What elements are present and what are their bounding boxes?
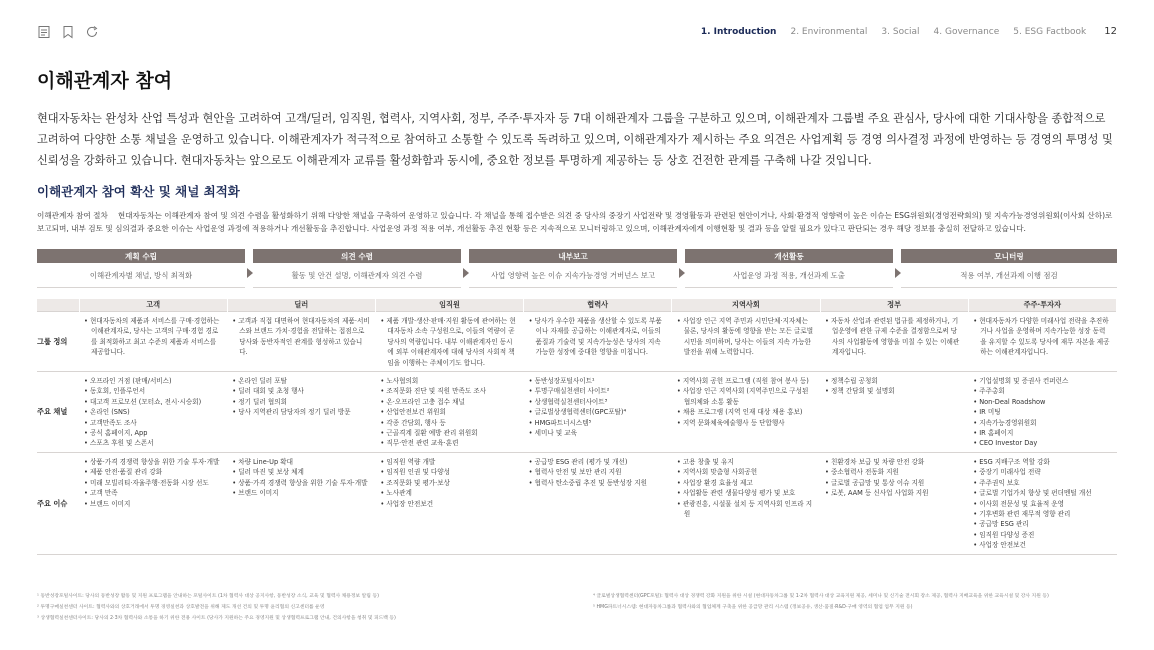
table-cell: [375, 372, 523, 453]
list-item: • 중장기 미래사업 전략: [973, 467, 1111, 477]
list-item: • 정기 딜러 협의회: [232, 397, 370, 407]
table-cell: [524, 312, 672, 372]
list-item: • 직무·안전 관련 교육·훈련: [380, 438, 518, 448]
list-item: • 스포츠 후원 및 스폰서: [84, 438, 222, 448]
cell-list: [529, 316, 667, 358]
list-item: • 공급망 ESG 관리 (평가 및 개선): [529, 457, 667, 467]
nav-introduction[interactable]: 1. Introduction: [700, 26, 777, 37]
list-item: • 임직원 역량 개발: [380, 457, 518, 467]
list-item: • IR 홈페이지: [973, 428, 1111, 438]
footnotes-right: [593, 591, 1117, 613]
row-label: 주요 이슈: [37, 452, 79, 554]
table-cell: [79, 312, 227, 372]
table-header-row: [37, 299, 1117, 312]
top-bar: [37, 22, 1117, 46]
step-title: 계획 수립: [37, 249, 245, 263]
list-item: • 지역사회 맞춤형 사회공헌: [677, 467, 815, 477]
cell-list: [825, 457, 963, 499]
cell-list: [677, 457, 815, 519]
list-item: • 딜러 대회 및 초청 행사: [232, 386, 370, 396]
table-header-cell: 딜러: [227, 299, 375, 312]
step-title: 의견 수렴: [253, 249, 461, 263]
list-item: • 당사 지역관리 담당자의 정기 딜러 방문: [232, 407, 370, 417]
table-cell: [672, 452, 820, 554]
list-item: • 임직원 다양성 증진: [973, 530, 1111, 540]
cell-list: [825, 376, 963, 397]
footnote: ⁵ HMG파트너시스템: 현대자동차그룹과 협력사와의 협업체계 구축을 위한 공급망 관리 시스템 (정보공유, 생산·품질·R&D·구매 영역의 협업 업무 지원 등): [593, 605, 913, 610]
list-item: • 차량 Line-Up 확대: [232, 457, 370, 467]
list-item: • 고객 만족: [84, 488, 222, 498]
cell-list: [677, 376, 815, 428]
bookmark-icon[interactable]: [61, 25, 75, 39]
list-item: • 사업장 안전보건: [973, 540, 1111, 550]
table-cell: [227, 452, 375, 554]
list-item: • 공급망 ESG 관리: [973, 519, 1111, 529]
table-row: [37, 452, 1117, 554]
list-item: • 기후변화 관련 재무적 영향 관리: [973, 509, 1111, 519]
list-item: • 노사협의회: [380, 376, 518, 386]
list-item: • 오프라인 거점 (판매/서비스): [84, 376, 222, 386]
list-item: • 온·오프라인 고충 접수 채널: [380, 397, 518, 407]
cell-list: [232, 316, 370, 358]
list-item: • 상품·가격 경쟁력 향상을 위한 기술 투자·개발: [232, 478, 370, 488]
process-step: [901, 249, 1117, 289]
page-title: 이해관계자 참여: [37, 70, 173, 92]
list-item: • 정책 간담회 및 설명회: [825, 386, 963, 396]
table-cell: [375, 452, 523, 554]
cell-list: [529, 376, 667, 438]
footnotes-left: [37, 591, 577, 624]
nav-environmental[interactable]: 2. Environmental: [790, 26, 868, 37]
list-item: • 동호회, 인플루언서: [84, 386, 222, 396]
list-item: • 글로벌 공급망 및 통상 이슈 지원: [825, 478, 963, 488]
process-step: [469, 249, 685, 289]
cell-list: [825, 316, 963, 358]
cell-list: [677, 316, 815, 358]
process-label: 이해관계자 참여 절차: [37, 211, 108, 220]
list-item: • 중소협력사 전동화 지원: [825, 467, 963, 477]
list-item: • Non-Deal Roadshow: [973, 397, 1111, 407]
table-cell: [968, 312, 1116, 372]
list-item: • 미래 모빌리티·자율주행·전동화 시장 선도: [84, 478, 222, 488]
list-item: • 친환경차 보급 및 차량 안전 강화: [825, 457, 963, 467]
list-item: • HMG파트너시스템⁵: [529, 418, 667, 428]
list-item: • 관광진흥, 시설물 설치 등 지역사회 인프라 지원: [677, 499, 815, 520]
list-item: • 각종 간담회, 행사 등: [380, 418, 518, 428]
list-item: • 협력사 안전 및 보안 관리 지원: [529, 467, 667, 477]
table-row: [37, 312, 1117, 372]
cell-list: [380, 316, 518, 368]
list-item: • 제품 안전·품질 관리 강화: [84, 467, 222, 477]
list-item: • 임직원 인권 및 다양성: [380, 467, 518, 477]
step-desc: 적용 여부, 개선과제 이행 점검: [901, 263, 1117, 288]
list-item: • 온라인 (SNS): [84, 407, 222, 417]
cell-list: [84, 316, 222, 358]
list-item: • 산업안전보건 위원회: [380, 407, 518, 417]
list-item: • 채용 프로그램 (지역 인재 대상 채용 홍보): [677, 407, 815, 417]
footnote: ² 투명구매실천센터 사이트: 협력사와의 상호거래에서 투명 경영실천과 상호발전을 위해 제도 개선 건의 및 투명 윤리협의 신고센터를 운영: [37, 605, 325, 610]
list-item: • 근골격계 질환 예방 관리 위원회: [380, 428, 518, 438]
list-item: • CEO Investor Day: [973, 438, 1111, 448]
list-item: • 투명구매실천센터 사이트²: [529, 386, 667, 396]
list-item: • 사업장 인근 지역사회 (지역주민으로 구성된 협의체와 소통 활동: [677, 386, 815, 407]
list-item: • 대고객 프로모션 (모터쇼, 전시·시승회): [84, 397, 222, 407]
list-item: • 노사관계: [380, 488, 518, 498]
list-item: • 상생협력실천센터사이트³: [529, 397, 667, 407]
list-item: • 동반성장포털사이트¹: [529, 376, 667, 386]
row-label: 주요 채널: [37, 372, 79, 453]
cell-list: [84, 457, 222, 509]
step-desc: 이해관계자별 채널, 방식 최적화: [37, 263, 245, 288]
list-item: • 상품·가격 경쟁력 향상을 위한 기술 투자·개발: [84, 457, 222, 467]
step-title: 모니터링: [901, 249, 1117, 263]
list-item: • 제품 개발·생산·판매·지원 활동에 관여하는 현대자동차 소속 구성원으로, 이들의 역량이 곧 당사의 역량입니다. 내부 이해관계자인 동시에 외부 이해관계자에 대해 당사의 사회적 책임을 이행하는 주체이기도 합니다.: [380, 316, 518, 368]
table-header-cell: 협력사: [524, 299, 672, 312]
step-title: 내부보고: [469, 249, 677, 263]
cell-list: [232, 457, 370, 499]
table-cell: [968, 372, 1116, 453]
cell-list: [973, 316, 1111, 358]
cell-list: [380, 457, 518, 509]
table-header-cell: 주주·투자자: [968, 299, 1116, 312]
table-header-cell: 지역사회: [672, 299, 820, 312]
list-item: • 로봇, AAM 등 신사업 사업화 지원: [825, 488, 963, 498]
list-item: • 지속가능경영위원회: [973, 418, 1111, 428]
list-item: • 기업설명회 및 증권사 컨퍼런스: [973, 376, 1111, 386]
list-item: • 조직문화 진단 및 직원 만족도 조사: [380, 386, 518, 396]
table-cell: [79, 452, 227, 554]
list-item: • 주주권익 보호: [973, 478, 1111, 488]
cell-list: [973, 457, 1111, 551]
list-item: • 사업장 환경 효율성 제고: [677, 478, 815, 488]
list-item: • 공식 홈페이지, App: [84, 428, 222, 438]
table-cell: [227, 312, 375, 372]
stakeholder-table: [37, 299, 1117, 555]
table-cell: [375, 312, 523, 372]
cell-list: [380, 376, 518, 449]
list-item: • 현대자동차의 제품과 서비스를 구매·경험하는 이해관계자로, 당사는 고객의 구매·경험 경로를 최적화하고 최고 수준의 제품과 서비스를 제공합니다.: [84, 316, 222, 358]
process-paragraph: [37, 209, 1117, 235]
step-title: 개선활동: [685, 249, 893, 263]
nav-social[interactable]: 3. Social: [881, 26, 920, 37]
table-cell: [672, 312, 820, 372]
footnote: ³ 상생협력실천센터사이트: 당사의 2·3차 협력사와 소통을 하기 위한 전용 사이트 (당사가 지원하는 주요 경영지원 및 상생협력프로그램 안내, 건의사항을 청취 및 피드백 등): [37, 616, 396, 621]
table-header-cell: [37, 299, 79, 312]
cell-list: [232, 376, 370, 418]
list-item: • 이사회 전문성 및 효율적 운영: [973, 499, 1111, 509]
nav-governance[interactable]: 4. Governance: [933, 26, 1000, 37]
list-item: • 세미나 및 교육: [529, 428, 667, 438]
process-step: [37, 249, 253, 289]
section-title: 이해관계자 참여 확산 및 채널 최적화: [37, 184, 240, 199]
cell-list: [973, 376, 1111, 449]
list-item: • 협력사 탄소중립 추진 및 동반성장 지원: [529, 478, 667, 488]
step-desc: 사업 영향력 높은 이슈 지속가능경영 거버넌스 보고: [469, 263, 677, 288]
process-step: [685, 249, 901, 289]
list-item: • 고객만족도 조사: [84, 418, 222, 428]
table-cell: [524, 372, 672, 453]
table-cell: [820, 452, 968, 554]
list-item: • 브랜드 이미지: [232, 488, 370, 498]
table-cell: [820, 312, 968, 372]
table-cell: [672, 372, 820, 453]
list-item: • 고용 창출 및 유지: [677, 457, 815, 467]
table-header-cell: 고객: [79, 299, 227, 312]
list-item: • 주주총회: [973, 386, 1111, 396]
page-number: 12: [1104, 26, 1117, 37]
list-item: • 현대자동차가 다양한 미래사업 전략을 추진하거나 사업을 운영하며 지속가능한 성장 동력을 유지할 수 있도록 당사에 재무 자본을 제공하는 이해관계자입니다.: [973, 316, 1111, 358]
table-row: [37, 372, 1117, 453]
footnote: ¹ 동반성장포털사이트: 당사의 동반성장 활동 및 지원 프로그램을 안내하는 포털사이트 (1차 협력사 대상 공지사항, 동반성장 소식, 교육 및 협력사 채용정보 알림 등): [37, 594, 379, 599]
cell-list: [529, 457, 667, 488]
table-cell: [227, 372, 375, 453]
table-header-cell: 정부: [820, 299, 968, 312]
toolbar-icons: [37, 25, 99, 39]
list-item: • 사업장 인근 지역 주민과 시민단체·지자체는 물론, 당사의 활동에 영향을 받는 모든 글로벌 시민을 의미하며, 당사는 이들의 지속 가능한 발전을 위해 노력합니다.: [677, 316, 815, 358]
table-header-cell: 임직원: [375, 299, 523, 312]
list-item: • 정책수립 공청회: [825, 376, 963, 386]
list-item: • IR 미팅: [973, 407, 1111, 417]
step-desc: 사업운영 과정 적용, 개선과제 도출: [685, 263, 893, 288]
list-item: • 딜러 마진 및 보상 체계: [232, 467, 370, 477]
table-cell: [820, 372, 968, 453]
process-step: [253, 249, 469, 289]
list-item: • 지역사회 공헌 프로그램 (직원 참여 봉사 등): [677, 376, 815, 386]
row-label: 그룹 정의: [37, 312, 79, 372]
table-cell: [524, 452, 672, 554]
table-cell: [79, 372, 227, 453]
list-item: • 글로벌 기업가치 향상 및 펀더멘털 개선: [973, 488, 1111, 498]
list-item: • 지역 문화체육예술행사 등 단합행사: [677, 418, 815, 428]
list-item: • 글로벌상생협력센터(GPC포탈)⁴: [529, 407, 667, 417]
list-item: • 당사가 우수한 제품을 생산할 수 있도록 부품이나 자재를 공급하는 이해관계자로, 이들의 품질과 기술력 및 지속가능성은 당사의 지속가능한 성장에 중대한 영향을 미칩니다.: [529, 316, 667, 358]
refresh-icon[interactable]: [85, 25, 99, 39]
list-item: • 사업장 안전보건: [380, 499, 518, 509]
list-item: • 온라인 딜러 포탈: [232, 376, 370, 386]
section-nav: [687, 26, 1117, 37]
list-item: • 사업활동 관련 생물다양성 평가 및 보호: [677, 488, 815, 498]
process-steps: [37, 249, 1117, 289]
nav-esg-factbook[interactable]: 5. ESG Factbook: [1013, 26, 1087, 37]
cell-list: [84, 376, 222, 449]
process-text: 현대자동차는 이해관계자 참여 및 의견 수렴을 활성화하기 위해 다양한 채널을 구축하여 운영하고 있습니다. 각 채널을 통해 접수받은 의견 중 당사의 중장기 사업전략 및 경영활동과 관련된 현안이거나, 사회·환경적 영향력이 높은 이슈는 ESG위원회(경영전략회의) 및 지속가능경영위원회(이사회 산하)로 보고되며, 내부 검토 및 심의결과 중요한 이슈는 사업운영 과정에 적용하거나 개선활동을 추진합니다. 사업운영 과정 적용 여부, 개선활동 추진 현황 등은 지속적으로 모니터링하고 있으며, 이해관계자에게 이행현황 및 결과 등을 알릴 필요가 있다고 판단되는 경우 해당 정보를 충실히 전달하고 있습니다.: [37, 211, 1113, 233]
list-item: • 고객과 직접 대면하여 현대자동차의 제품·서비스와 브랜드 가치·경험을 전달하는 접점으로 당사와 동반자적인 관계를 형성하고 있습니다.: [232, 316, 370, 358]
list-item: • 조직문화 및 평가·보상: [380, 478, 518, 488]
footnote: ⁴ 글로벌상생협력센터(GPC포털): 협력사 대상 경쟁력 강화 지원을 위한 시설 (현대자동차그룹 및 1·2차 협력사 대상 교육지원 제공, 세미나 및 신기술 전시회 장소 제공, 협력사 지배교육을 위한 교육시설 및 강사 지원 등): [593, 594, 1049, 599]
list-item: • ESG 지배구조 역할 강화: [973, 457, 1111, 467]
intro-paragraph: 현대자동차는 완성차 산업 특성과 현안을 고려하여 고객/딜러, 임직원, 협력사, 지역사회, 정부, 주주·투자자 등 7대 이해관계자 그룹을 구분하고 있으며, 이해관계자 그룹별 주요 관심사, 당사에 대한 기대사항을 종합적으로 고려하여 다양한 소통 채널을 운영하고 있습니다. 이해관계자가 적극적으로 참여하고 소통할 수 있도록 독려하고 있으며, 이해관계자가 제시하는 주요 의견은 사업계획 등 경영 의사결정 과정에 반영하는 등 경영의 투명성 및 신뢰성을 강화하고 있습니다. 현대자동차는 앞으로도 이해관계자 교류를 활성화함과 동시에, 중요한 정보를 투명하게 제공하는 등 상호 건전한 관계를 구축해 나갈 것입니다.: [37, 112, 1113, 167]
step-desc: 활동 및 안건 설명, 이해관계자 의견 수렴: [253, 263, 461, 288]
list-item: • 브랜드 이미지: [84, 499, 222, 509]
list-item: • 자동차 산업과 관련된 법규를 제정하거나, 기업운영에 관한 규제 수준을 결정함으로써 당사의 사업활동에 영향을 미칠 수 있는 이해관계자입니다.: [825, 316, 963, 358]
table-cell: [968, 452, 1116, 554]
document-icon[interactable]: [37, 25, 51, 39]
